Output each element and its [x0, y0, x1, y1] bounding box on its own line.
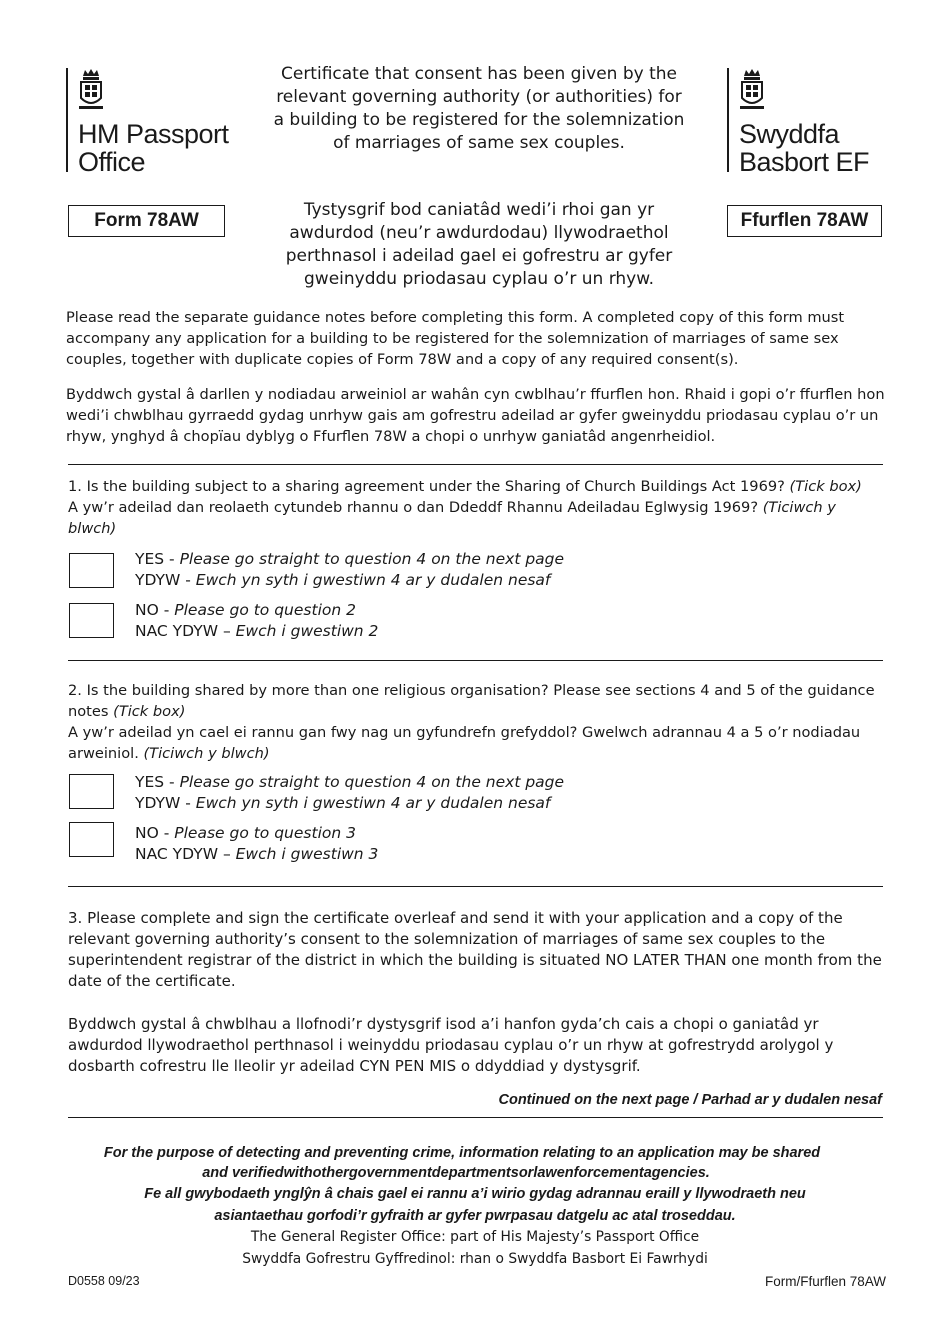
crime-notice-en-2: and verifiedwithothergovernmentdepartmentsorlawenforcementagencies. — [202, 1165, 710, 1181]
yes-instruction-welsh: Ewch yn syth i gwestiwn 4 ar y dudalen nesaf — [195, 794, 551, 812]
question-2-text: 2. Is the building shared by more than one religious organisation? Please see sections 4 and 5 of the guidance notes — [68, 682, 875, 720]
question-1-hint: (Tick box) — [789, 478, 862, 495]
continued-note: Continued on the next page / Parhad ar y dudalen nesaf — [498, 1092, 882, 1108]
question-2-hint: (Tick box) — [113, 703, 186, 720]
yes-label-welsh: YDYW - — [135, 571, 196, 589]
question-3-welsh: Byddwch gystal â chwblhau a llofnodi’r dystysgrif isod a’i hanfon gyda’ch cais a chopi o ganiatâd yr awdurdod llywodraethol perthnasol i weinyddu priodasau cyplau o’r un rhyw at gofrestrydd arolygol y dosbarth cofrestru lle lleolir yr adeilad CYN PEN MIS o ddyddiad y dystysgrif. — [68, 1015, 834, 1075]
question-1-text: 1. Is the building subject to a sharing agreement under the Sharing of Church Buildings Act 1969? — [68, 478, 785, 495]
title-english: Certificate that consent has been given by the relevant governing authority (or authorities) for a building to be registered for the solemnization of marriages of same sex couples. — [273, 64, 685, 153]
question-1 — [68, 476, 886, 539]
hm-passport-office-logo — [66, 68, 229, 177]
question-2-hint-welsh: (Ticiwch y blwch) — [143, 745, 270, 762]
question-1-text-welsh: A yw’r adeilad dan reolaeth cytundeb rhannu o dan Ddeddf Rhannu Adeiladau Eglwysig 1969? — [68, 499, 759, 516]
q2-no-option — [135, 823, 378, 865]
no-instruction-welsh: Ewch i gwestiwn 3 — [235, 845, 379, 863]
swyddfa-basbort-logo — [727, 68, 870, 177]
yes-instruction-welsh: Ewch yn syth i gwestiwn 4 ar y dudalen nesaf — [195, 571, 551, 589]
intro-english: Please read the separate guidance notes before completing this form. A completed copy of this form must accompany any application for a building to be registered for the solemnization of marriages of same sex couples, together with duplicate copies of Form 78W and a copy of any required consent(s). — [66, 309, 845, 368]
q1-yes-checkbox[interactable] — [69, 553, 114, 588]
yes-label-welsh: YDYW - — [135, 794, 196, 812]
divider — [68, 464, 883, 465]
yes-label: YES - — [135, 773, 180, 791]
no-label: NO - — [135, 601, 175, 619]
yes-instruction: Please go straight to question 4 on the next page — [179, 773, 565, 791]
gro-english: The General Register Office: part of His Majesty’s Passport Office — [250, 1229, 700, 1245]
yes-instruction: Please go straight to question 4 on the next page — [179, 550, 565, 568]
yes-label: YES - — [135, 550, 180, 568]
question-1-hint-welsh: (Ticiwch y blwch) — [68, 499, 836, 537]
no-label: NO - — [135, 824, 175, 842]
q2-no-checkbox[interactable] — [69, 822, 114, 857]
gro-welsh: Swyddfa Gofrestru Gyffredinol: rhan o Swyddfa Basbort Ei Fawrhydi — [242, 1251, 708, 1267]
no-label-welsh: NAC YDYW – — [135, 622, 236, 640]
q1-no-option — [135, 600, 378, 642]
no-label-welsh: NAC YDYW – — [135, 845, 236, 863]
question-2-text-welsh: A yw’r adeilad yn cael ei rannu gan fwy nag un gyfundrefn grefyddol? Gwelwch adrannau 4 a 5 o’r nodiadau arweiniol. — [68, 724, 861, 762]
document-code: D0558 09/23 — [68, 1274, 140, 1288]
q2-yes-checkbox[interactable] — [69, 774, 114, 809]
q1-no-checkbox[interactable] — [69, 603, 114, 638]
divider — [68, 660, 883, 661]
crime-notice-cy-2: asiantaethau gorfodi’r gyfraith ar gyfer pwrpasau datgelu ac atal troseddau. — [214, 1208, 736, 1224]
logo-line-2: Office — [78, 147, 146, 177]
divider — [68, 1117, 883, 1118]
crime-notice-cy-1: Fe all gwybodaeth ynglŷn â chais gael ei rannu a’i wirio gydag adrannau eraill y llywodraeth neu — [144, 1186, 806, 1202]
q1-yes-option — [135, 549, 564, 591]
form-number-box: Form 78AW — [68, 205, 225, 237]
intro-welsh: Byddwch gystal â darllen y nodiadau arweiniol ar wahân cyn cwblhau’r ffurflen hon. Rhaid i gopi o’r ffurflen hon wedi’i chwblhau gyrraedd gydag unrhyw gais am gofrestru adeilad ar gyfer gweinyddu priodasau cyplau o’r un rhyw, ynghyd â chopïau dyblyg o Ffurflen 78W a chopi o unrhyw ganiatâd angenrheidiol. — [66, 386, 885, 445]
question-2 — [68, 680, 886, 764]
divider — [68, 886, 883, 887]
no-instruction-welsh: Ewch i gwestiwn 2 — [235, 622, 379, 640]
no-instruction: Please go to question 2 — [174, 601, 356, 619]
logo-line-2: Basbort EF — [739, 147, 870, 177]
royal-crest-icon — [78, 68, 104, 112]
title-welsh: Tystysgrif bod caniatâd wedi’i rhoi gan yr awdurdod (neu’r awdurdodau) llywodraethol perthnasol i adeilad gael ei gofrestru ar gyfer gweinyddu priodasau cyplau o’r un rhyw. — [285, 200, 673, 289]
logo-line-1: HM Passport — [78, 119, 229, 149]
no-instruction: Please go to question 3 — [174, 824, 356, 842]
question-3-english: 3. Please complete and sign the certificate overleaf and send it with your application and a copy of the relevant governing authority’s consent to the solemnization of marriages of same sex couples to the superintendent registrar of the district in which the building is situated NO LATER THAN one month from the date of the certificate. — [68, 909, 882, 990]
form-number-box-welsh: Ffurflen 78AW — [727, 205, 882, 237]
logo-line-1: Swyddfa — [739, 119, 840, 149]
royal-crest-icon — [739, 68, 765, 112]
q2-yes-option — [135, 772, 564, 814]
footer-form-number: Form/Ffurflen 78AW — [764, 1274, 886, 1289]
crime-notice-en-1: For the purpose of detecting and preventing crime, information relating to an application may be shared — [103, 1145, 821, 1161]
